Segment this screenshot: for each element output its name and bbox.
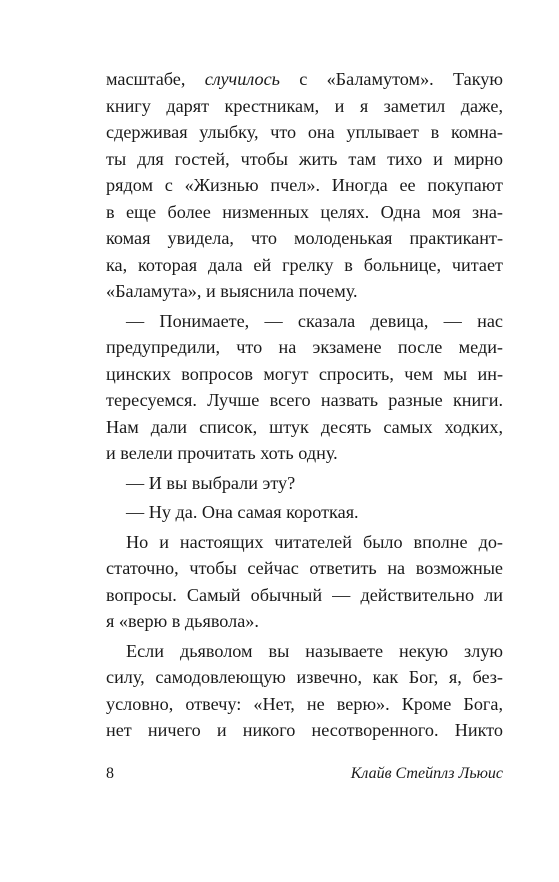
text-run: — И вы выбрали эту? bbox=[126, 472, 296, 493]
text-run: Если дьяволом вы называете некую злую bbox=[126, 640, 503, 661]
text-run: в еще более низменных целях. Одна моя зна- bbox=[106, 201, 503, 222]
text-line bbox=[106, 470, 503, 497]
text-line bbox=[106, 361, 503, 388]
text-run: предупредили, что на экзамене после меди- bbox=[106, 337, 503, 357]
text-line bbox=[106, 387, 503, 414]
text-run: книгу дарят крестникам, и я заметил даже, bbox=[106, 95, 503, 116]
text-run: рядом с «Жизнью пчел». Иногда ее покупают bbox=[106, 175, 503, 195]
text-run: и велели прочитать хоть одну. bbox=[106, 443, 338, 463]
text-line bbox=[106, 608, 503, 635]
text-line bbox=[106, 146, 503, 173]
text-run: я «верю в дьявола». bbox=[106, 611, 259, 631]
running-head-author: Клайв Стейплз Льюис bbox=[350, 765, 503, 782]
text-line bbox=[106, 252, 503, 279]
italic-text: случилось bbox=[204, 69, 280, 89]
text-run: статочно, чтобы сейчас ответить на возможные bbox=[106, 558, 503, 578]
paragraph bbox=[106, 499, 503, 526]
text-line bbox=[106, 664, 503, 691]
paragraph bbox=[106, 529, 503, 635]
text-line bbox=[106, 440, 503, 467]
text-run: силу, самодовлеющую извечно, как Бог, я, без- bbox=[106, 667, 503, 687]
text-run: нет ничего и никого несотворенного. Никто bbox=[106, 720, 503, 740]
paragraph bbox=[106, 638, 503, 744]
text-run: масштабе, bbox=[106, 69, 205, 89]
text-run: — Ну да. Она самая короткая. bbox=[126, 502, 359, 522]
paragraph bbox=[106, 66, 503, 305]
text-run: с «Баламутом». Такую bbox=[279, 69, 503, 89]
text-run: «Баламута», и выяснила почему. bbox=[106, 281, 358, 301]
text-line bbox=[106, 93, 503, 120]
text-line bbox=[106, 66, 503, 93]
paragraph bbox=[106, 470, 503, 497]
text-run: Нам дали список, штук десять самых ходких, bbox=[106, 416, 503, 437]
text-line bbox=[106, 414, 503, 441]
text-line bbox=[106, 199, 503, 226]
text-line bbox=[106, 119, 503, 146]
text-run: сдерживая улыбку, что она уплывает в комна- bbox=[106, 122, 503, 142]
body-text bbox=[106, 66, 503, 744]
page-number: 8 bbox=[106, 765, 114, 782]
text-line bbox=[106, 308, 503, 335]
text-line bbox=[106, 334, 503, 361]
text-line bbox=[106, 555, 503, 582]
text-line bbox=[106, 499, 503, 526]
text-line bbox=[106, 225, 503, 252]
text-run: ка, которая дала ей грелку в больнице, читает bbox=[106, 254, 503, 275]
text-line bbox=[106, 172, 503, 199]
text-run: Но и настоящих читателей было вполне до- bbox=[126, 531, 503, 552]
page-footer bbox=[106, 763, 503, 785]
text-run: ты для гостей, чтобы жить там тихо и мирно bbox=[106, 148, 503, 169]
text-line bbox=[106, 278, 503, 305]
text-run: тересуемся. Лучше всего назвать разные книги. bbox=[106, 390, 503, 410]
paragraph bbox=[106, 308, 503, 467]
text-run: цинских вопросов могут спросить, чем мы ин- bbox=[106, 363, 503, 384]
text-run: условно, отвечу: «Нет, не верю». Кроме Бога, bbox=[106, 693, 503, 714]
text-run: комая увидела, что молоденькая практикант- bbox=[106, 228, 503, 248]
text-line bbox=[106, 582, 503, 609]
text-line bbox=[106, 529, 503, 556]
text-line bbox=[106, 691, 503, 718]
text-line bbox=[106, 638, 503, 665]
text-line bbox=[106, 717, 503, 744]
text-run: — Понимаете, — сказала девица, — нас bbox=[126, 310, 503, 331]
text-run: вопросы. Самый обычный — действительно ли bbox=[106, 584, 503, 605]
